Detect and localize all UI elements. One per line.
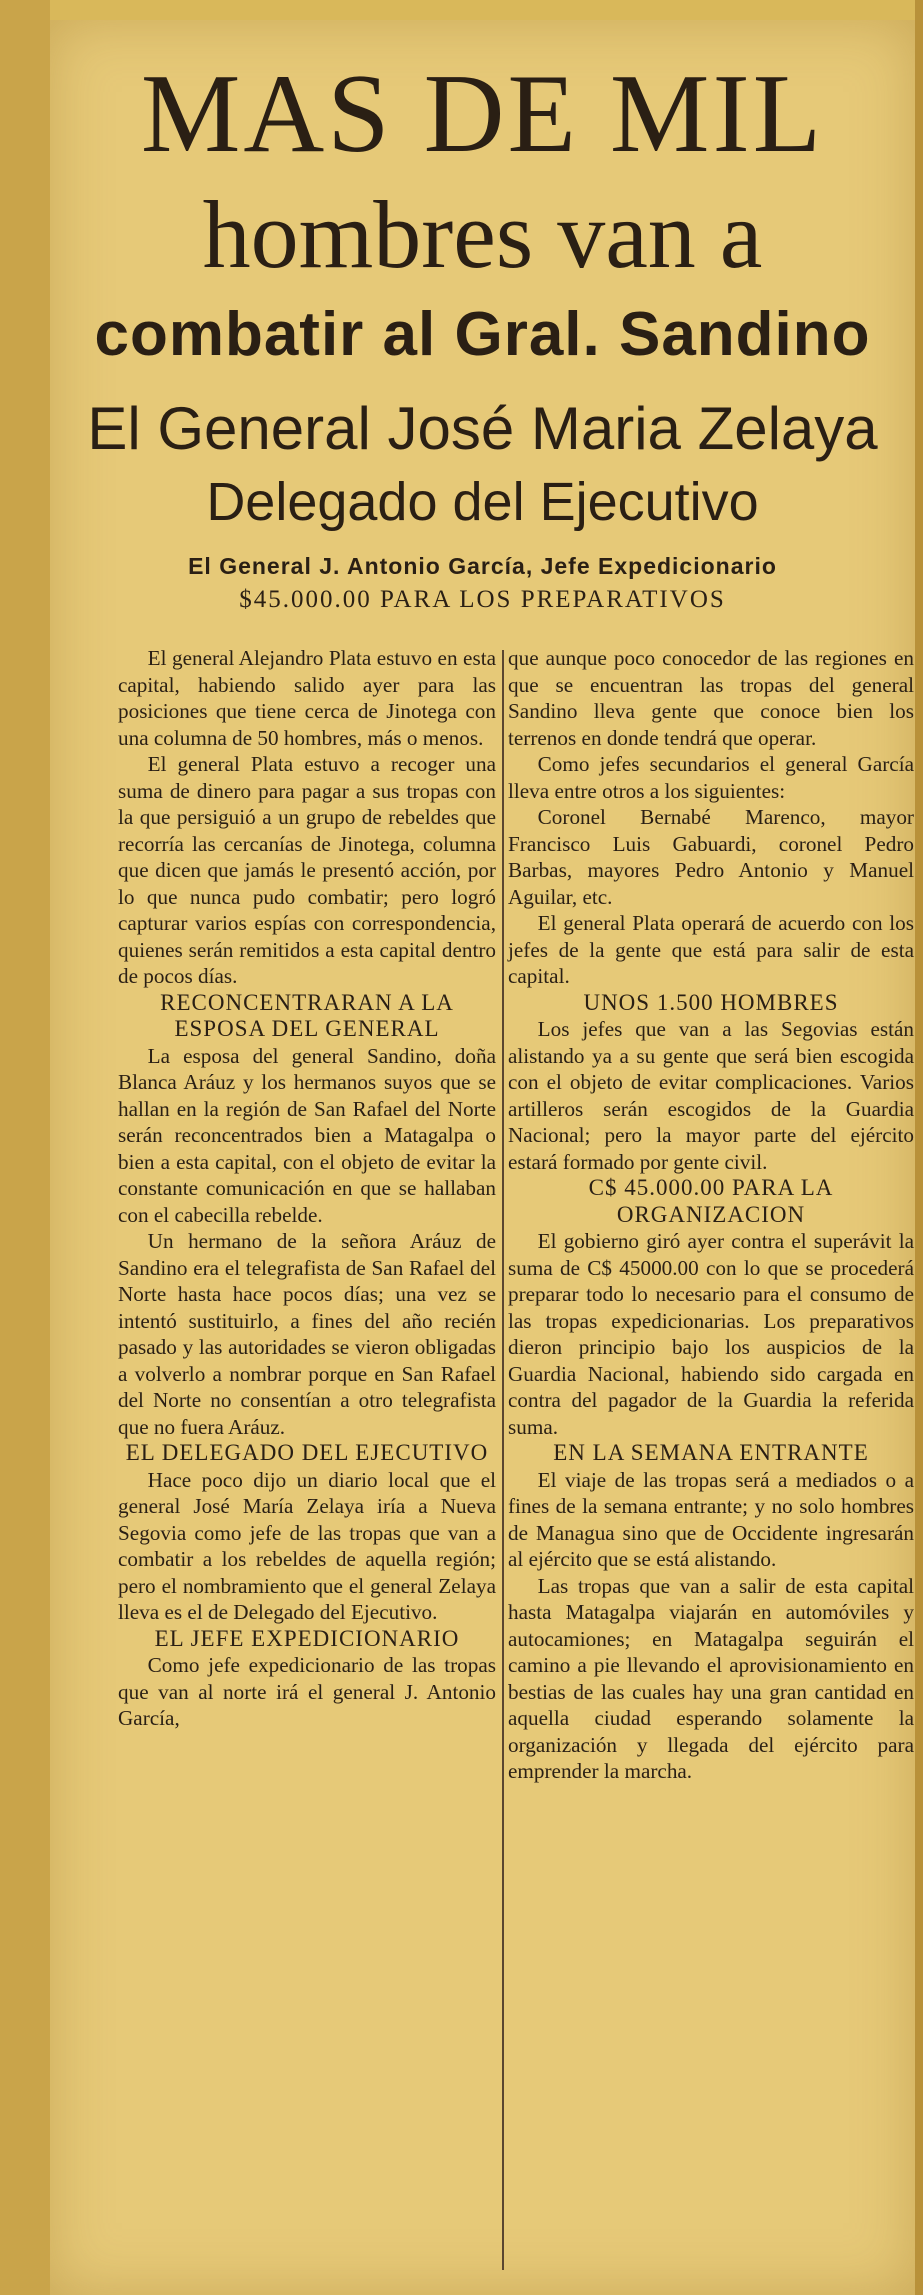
section-heading: EN LA SEMANA ENTRANTE — [553, 1440, 869, 1465]
paragraph: El general Alejandro Plata estuvo en esta capital, habiendo salido ayer para las posiciones que tiene cerca de Jinotega con una columna de 50 hombres, más o menos. — [118, 646, 496, 750]
paragraph: Hace poco dijo un diario local que el general José María Zelaya iría a Nueva Segovia como jefe de las tropas que van a combatir a los rebeldes de aquella región; pero el nombramiento que el general Zelaya lleva es el de Delegado del Ejecutivo. — [118, 1467, 496, 1624]
background-right-edge — [915, 0, 923, 2295]
subheadline-2: $45.000.00 PARA LOS PREPARATIVOS — [239, 586, 726, 613]
paragraph: Como jefes secundarios el general García lleva entre otros a los siguientes: — [508, 752, 914, 803]
headline-line-5: Delegado del Ejecutivo — [206, 472, 759, 532]
headline-line-4: El General José Maria Zelaya — [87, 395, 878, 462]
paragraph: El general Plata estuvo a recoger una suma de dinero para pagar a sus tropas con la que persiguió a un grupo de rebeldes que recorría las cercanías de Jinotega, columna que dicen que jamás le presentó acción, por lo que nunca pudo combatir; pero logró capturar varios espías con correspondencia, quienes serán remitidos a esta capital dentro de pocos días. — [118, 752, 496, 988]
paragraph: Un hermano de la señora Aráuz de Sandino era el telegrafista de San Rafael del Norte hasta hace pocos días; una vez se intentó sustituirlo, a fines del año recién pasado y las autoridades se vieron obligadas a volverlo a nombrar porque en San Rafael del Norte no consentían a otro telegrafista que no fuera Aráuz. — [118, 1229, 496, 1439]
paragraph: El viaje de las tropas será a mediados o a fines de la semana entrante; y no solo hombres de Managua sino que de Occidente ingresarán al ejército que se está alistando. — [508, 1467, 914, 1571]
paragraph: Los jefes que van a las Segovias están alistando ya a su gente que será bien escogida con el objeto de evitar complicaciones. Varios artilleros serán escogidos de la Guardia Nacional; pero la mayor parte del ejército estará formado por gente civil. — [508, 1017, 914, 1174]
headline-line-1: MAS DE MIL — [140, 52, 825, 176]
paragraph: Coronel Bernabé Marenco, mayor Francisco Luis Gabuardi, coronel Pedro Barbas, mayores Pedro Antonio y Manuel Aguilar, etc. — [508, 805, 914, 909]
paragraph: Las tropas que van a salir de esta capital hasta Matagalpa viajarán en automóviles y autocamiones; en Matagalpa seguirán el camino a pie llevando el aprovisionamiento en bestias de las cuales hay una gran cantidad en aquella ciudad esperando solamente la organización y llegada del ejército para emprender la marcha. — [508, 1573, 914, 1783]
column-divider — [502, 650, 504, 2270]
paragraph: que aunque poco conocedor de las regiones en que se encuentran las tropas del general Sandino lleva gente que conoce bien los terrenos en donde tendrá que operar. — [508, 646, 914, 750]
paragraph: El gobierno giró ayer contra el superávit la suma de C$ 45000.00 con lo que se procederá preparar todo lo necesario para el consumo de las tropas expedicionarias. Los preparativos dieron principio bajo los auspicios de la Guardia Nacional, habiendo sido cargada en contra del pagador de la Guardia la referida suma. — [508, 1229, 914, 1439]
section-heading: EL DELEGADO DEL EJECUTIVO — [125, 1440, 489, 1465]
left-column — [118, 645, 496, 1732]
subheadline-1: El General J. Antonio García, Jefe Expedicionario — [188, 553, 777, 579]
section-heading: EL JEFE EXPEDICIONARIO — [154, 1625, 460, 1651]
paragraph: La esposa del general Sandino, doña Blanca Aráuz y los hermanos suyos que se hallan en la región de San Rafael del Norte serán reconcentrados bien a Matagalpa o bien a esta capital, con el objeto de evitar la constante comunicación en que se hallaban con el cabecilla rebelde. — [118, 1043, 496, 1227]
section-heading: UNOS 1.500 HOMBRES — [583, 989, 839, 1015]
headline-line-2: hombres van a — [202, 181, 763, 288]
headline-line-3: combatir al Gral. Sandino — [94, 300, 871, 369]
background-left-edge — [0, 0, 50, 2295]
paragraph: Como jefe expedicionario de las tropas que van al norte irá el general J. Antonio García, — [118, 1653, 496, 1730]
section-heading: C$ 45.000.00 PARA LA ORGANIZACION — [588, 1175, 834, 1227]
section-heading: RECONCENTRARAN A LA ESPOSA DEL GENERAL — [160, 989, 454, 1041]
paragraph: El general Plata operará de acuerdo con los jefes de la gente que está para salir de esta capital. — [508, 911, 914, 988]
right-column — [508, 645, 914, 1785]
